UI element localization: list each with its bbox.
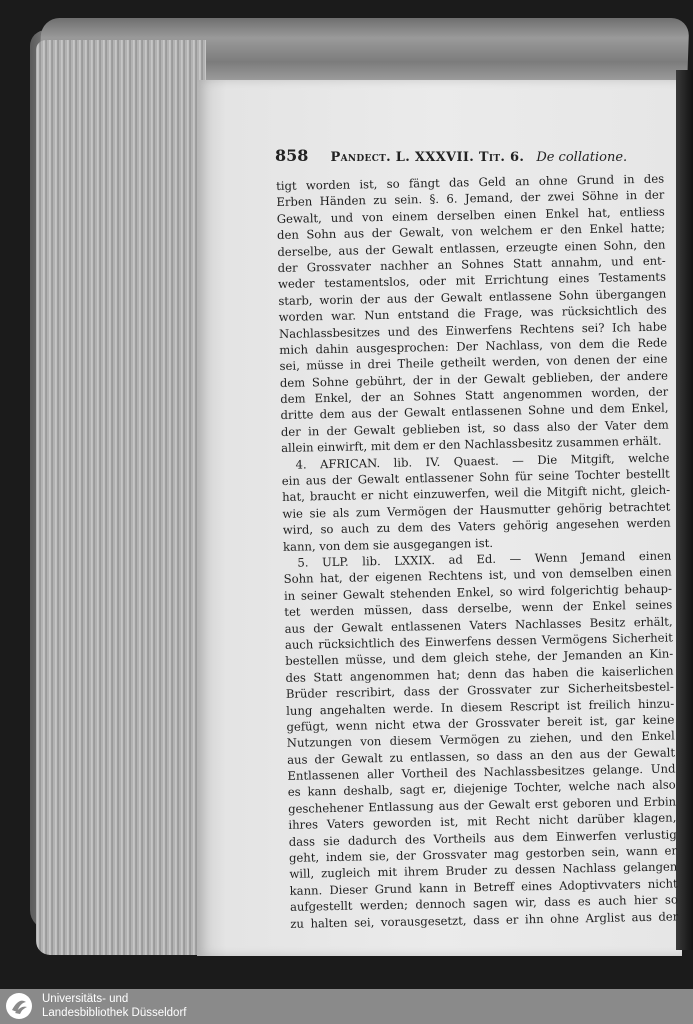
text-line: wie sie als zum Vermögen der Hausmutter gehörig betrachtet xyxy=(282,499,671,521)
library-name-line2: Landesbibliothek Düsseldorf xyxy=(42,1007,187,1019)
text-line: will, zugleich mit ihrem Bruder zu dessen Nachlass gelangen xyxy=(289,859,678,882)
text-line: auch rücksichtlich des Einwerfens dessen Vermögens Sicherheit xyxy=(284,630,674,652)
running-title: Pandect. L. XXXVII. Tit. 6. xyxy=(330,150,525,165)
text-line: kann, von dem sie ausgegangen ist. xyxy=(282,535,494,554)
text-line: ein aus der Gewalt entlassener Sohn für seine Tochter bestellt xyxy=(281,466,670,488)
text-line: der Grossvater nachher an Sohnes Statt annahm, und ent- xyxy=(277,253,666,275)
running-subtitle: De collatione. xyxy=(536,150,628,165)
text-line: kann. Dieser Grund kann in Betreff eines Adoptivvaters nicht xyxy=(289,876,678,898)
text-line: dem Sohne gebührt, der in der Gewalt geblieben, der andere xyxy=(279,368,668,390)
text-line: ihres Vaters geworden ist, mit Recht nicht darüber klagen, xyxy=(288,810,677,833)
page-shadow xyxy=(676,70,693,950)
text-line: weder testamentslos, oder mit Errichtung eines Testaments xyxy=(277,269,667,292)
text-line: wird, so auch zu dem des Vaters gehörig angesehen werden xyxy=(282,515,671,538)
library-name xyxy=(42,992,186,1020)
text-line: gefügt, wenn nicht etwa der Grossvater bereit ist, gar keine xyxy=(286,712,675,734)
text-line: aus der Gewalt zu entlassen, so dass an den aus der Gewalt xyxy=(287,745,676,767)
text-line: dem Enkel, der an Sohnes Statt angenommen worden, der xyxy=(280,384,669,407)
text-line: worden war. Nun entstand die Frage, was rücksichtlich des xyxy=(278,302,667,325)
library-footer xyxy=(0,989,693,1024)
text-line: Sohn hat, der eigenen Rechtens ist, und von demselben einen xyxy=(283,564,672,587)
text-line: mich dahin ausgesprochen: Der Nachlass, von dem die Rede xyxy=(279,335,668,357)
text-line: Erben Händen zu sein. §. 6. Jemand, der zwei Söhne in der xyxy=(276,187,665,210)
text-line: des Statt angenommen hat; denn das haben die kaiserlichen xyxy=(285,663,674,685)
text-line: geschehener Entlassung aus der Gewalt erst geboren und Erbin xyxy=(287,794,677,816)
text-line: dass sie dadurch des Vortheils aus dem Einwerfen verlustig xyxy=(288,827,677,849)
text-line: es kann deshalb, sagt er, diejenige Tochter, welche nach also xyxy=(287,777,676,800)
text-line: tigt worden ist, so fängt das Geld an ohne Grund in des xyxy=(276,171,665,193)
text-line: aus der Gewalt entlassenen Vaters Nachlasses Besitz erhält, xyxy=(284,614,673,636)
text-line: Gewalt, und von einem derselben einen Enkel hat, entliess xyxy=(276,204,665,226)
text-line: 5. ULP. lib. LXXIX. ad Ed. — Wenn Jemand einen xyxy=(297,548,672,570)
text-line: tet werden müssen, dass derselbe, wenn der Enkel seines xyxy=(284,597,673,620)
ulb-logo-icon xyxy=(6,993,32,1019)
text-line: hat, braucht er nicht einzuwerfen, weil die Mitgift nicht, gleich- xyxy=(281,482,671,505)
text-line: Nutzungen von diesem Vermögen zu ziehen, und den Enkel xyxy=(286,728,675,751)
text-line: Entlassenen aller Vortheil des Nachlassbesitzes gelange. Und xyxy=(287,761,676,783)
text-line: 4. AFRICAN. lib. IV. Quaest. — Die Mitgift, welche xyxy=(295,450,670,472)
library-name-line1: Universitäts- und xyxy=(42,993,129,1005)
text-line: in seiner Gewalt stehenden Enkel, so wird folgerichtig behaup- xyxy=(283,581,673,603)
text-line: der in der Gewalt geblieben ist, so dass also der Vater dem xyxy=(280,417,669,439)
text-line: den Sohn aus der Gewalt, von welchem er den Enkel hatte; xyxy=(276,220,666,243)
page-header xyxy=(275,146,655,166)
text-line: geht, indem sie, der Grossvater mag gestorben sein, wann er xyxy=(288,843,678,865)
text-line: Nachlassbesitzes und des Einwerfens Rechtens sei? Ich habe xyxy=(278,319,668,341)
text-line: aufgestellt werden; dennoch sagen wir, dass es auch hier so xyxy=(289,892,679,915)
text-line: starb, worin der aus der Gewalt entlassene Sohn übergangen xyxy=(278,286,667,308)
body-text xyxy=(276,171,678,932)
text-line: derselbe, aus der Gewalt entlassen, erzeugte einen Sohn, den xyxy=(277,237,666,259)
text-line: sei, müsse in drei Theile getheilt werden, von denen der eine xyxy=(279,351,668,374)
text-line: lung angehalten werde. In diesem Rescript ist freilich hinzu- xyxy=(286,695,675,718)
text-line: zu halten sei, vorausgesetzt, dass er ihn ohne Arglist aus der xyxy=(290,908,679,931)
text-line: Brüder rescribirt, dass der Grossvater zur Sicherheitsbestel- xyxy=(285,679,674,702)
book-page-edges xyxy=(36,40,206,955)
page-number: 858 xyxy=(275,146,309,165)
text-line: bestellen müsse, und dem gleich stehe, der Jemanden an Kin- xyxy=(285,646,674,669)
text-line: dritte dem aus der Gewalt entlassenen Sohne und dem Enkel, xyxy=(280,400,669,423)
text-line: allein einwirft, mit dem er den Nachlassbesitz zusammen erhält. xyxy=(281,433,662,456)
